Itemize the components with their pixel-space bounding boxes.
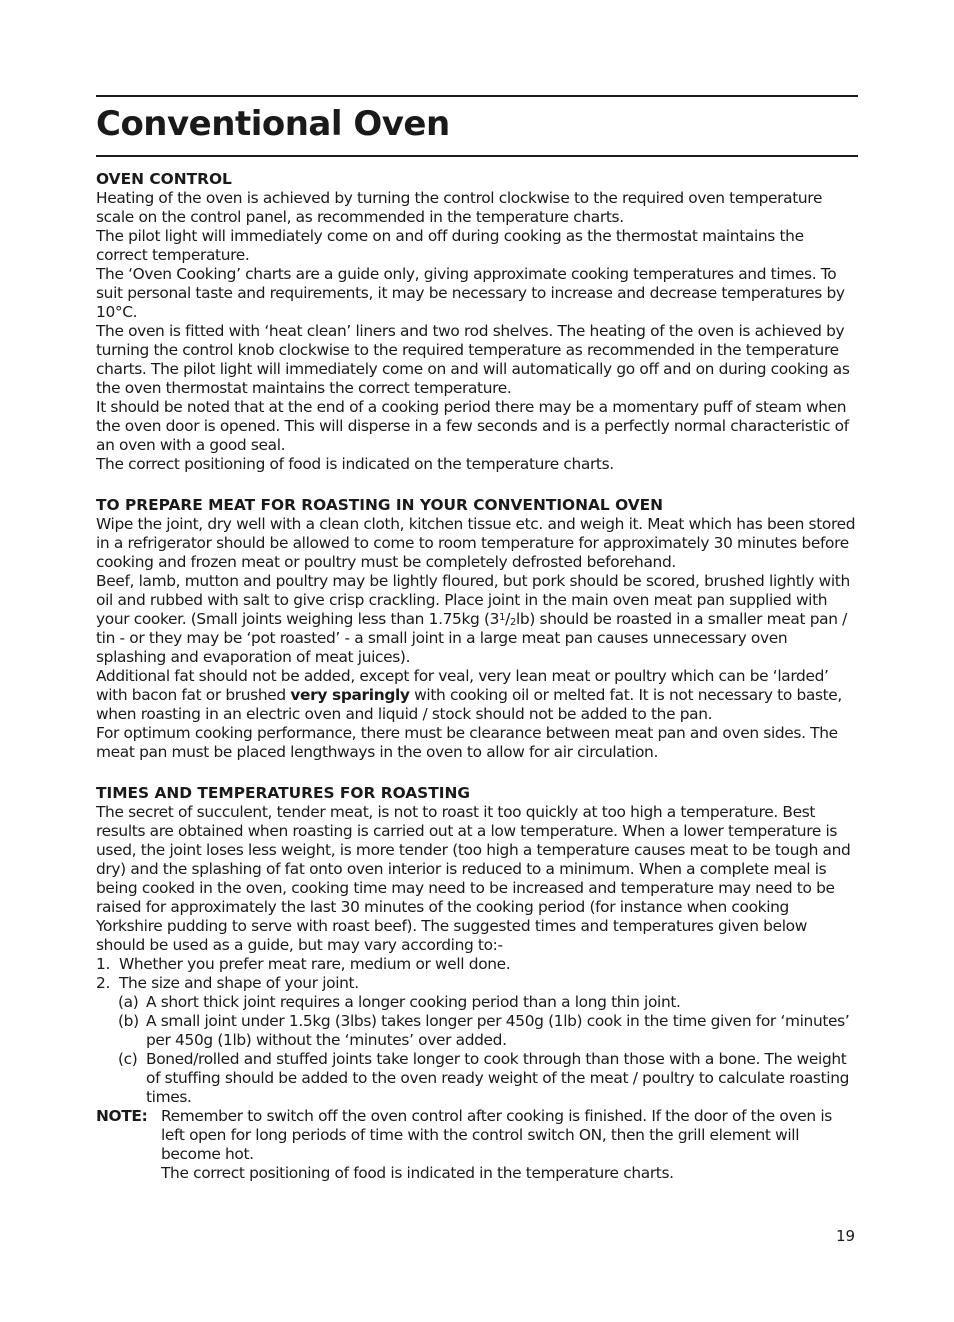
- oven-control-heading: OVEN CONTROL: [96, 170, 232, 188]
- oven-control-paragraph: Heating of the oven is achieved by turning the control clockwise to the required oven temperature scale on the control panel, as recommended in the temperature charts.: [96, 189, 823, 226]
- fraction-numerator: 1: [499, 612, 506, 623]
- emphasis-text: very sparingly: [290, 686, 410, 704]
- sub-list-label: (a): [118, 993, 139, 1011]
- times-temperatures-paragraph: The secret of succulent, tender meat, is not to roast it too quickly at too high a temperature. Best results are obtained when roasting is carried out at a low temperature. When a lower temperature is used, the joint loses less weight, is more tender (too high a temperature causes meat to be tough and dry) and the splashing of fat onto oven interior is reduced to a minimum. When a complete meal is being cooked in the oven, cooking time may need to be increased and temperature may need to be raised for approximately the last 30 minutes of the cooking period (for instance when cooking Yorkshire pudding to serve with roast beef). The suggested times and temperatures given below should be used as a guide, but may vary according to:-: [96, 803, 851, 954]
- fraction-denominator: 2: [509, 617, 516, 628]
- oven-control-paragraph: The oven is fitted with ‘heat clean’ liners and two rod shelves. The heating of the oven is achieved by turning the control knob clockwise to the required temperature as recommended in the temperature charts. The pilot light will immediately come on and will automatically go off and on during cooking as the oven thermostat maintains the correct temperature.: [96, 322, 850, 397]
- title-top-rule: [96, 95, 858, 97]
- paragraph-text: with cooking oil or melted fat. It is not necessary to baste, when roasting in an electric oven and liquid / stock should not be added to the pan.: [96, 686, 842, 723]
- list-item: [96, 955, 858, 974]
- title-bottom-rule: [96, 155, 858, 157]
- paragraph-text: Additional fat should not be added, except for veal, very lean meat or poultry which can be ‘larded’ with bacon fat or brushed: [96, 667, 829, 704]
- prepare-meat-paragraph: Wipe the joint, dry well with a clean cloth, kitchen tissue etc. and weigh it. Meat which has been stored in a refrigerator should be allowed to come to room temperature for approximately 30 minutes before cooking and frozen meat or poultry must be completely defrosted beforehand.: [96, 515, 856, 571]
- numbered-list: [96, 955, 858, 1107]
- sub-list-text: A short thick joint requires a longer cooking period than a long thin joint.: [146, 993, 681, 1011]
- list-item: [96, 974, 858, 993]
- sub-list-text: A small joint under 1.5kg (3lbs) takes longer per 450g (1lb) cook in the time given for ‘minutes’ per 450g (1lb) without the ‘minutes’ over added.: [146, 1012, 850, 1049]
- oven-control-paragraph: It should be noted that at the end of a cooking period there may be a momentary puff of steam when the oven door is opened. This will disperse in a few seconds and is a perfectly normal characteristic of an oven with a good seal.: [96, 398, 849, 454]
- list-item-text: Whether you prefer meat rare, medium or well done.: [119, 955, 511, 973]
- paragraph-text: lb) should be roasted in a smaller meat pan / tin - or they may be ‘pot roasted’ - a small joint in a large meat pan causes unnecessary oven splashing and evaporation of meat juices).: [96, 610, 848, 666]
- prepare-meat-paragraph: [96, 667, 858, 724]
- prepare-meat-paragraph: For optimum cooking performance, there must be clearance between meat pan and oven sides. The meat pan must be placed lengthways in the oven to allow for air circulation.: [96, 724, 838, 761]
- sub-list-item: [118, 1050, 858, 1107]
- page-number: 19: [836, 1227, 856, 1245]
- page-title: Conventional Oven: [96, 104, 450, 144]
- sub-list-item: [118, 1012, 858, 1050]
- note-paragraph: The correct positioning of food is indicated in the temperature charts.: [161, 1164, 674, 1182]
- times-temperatures-heading: TIMES AND TEMPERATURES FOR ROASTING: [96, 784, 470, 802]
- oven-control-section: [96, 170, 858, 474]
- sub-list-item: [118, 993, 858, 1012]
- times-temperatures-section: [96, 784, 858, 1183]
- sub-list-label: (b): [118, 1012, 139, 1030]
- note-paragraph: Remember to switch off the oven control after cooking is finished. If the door of the oven is left open for long periods of time with the control switch ON, then the grill element will become hot.: [161, 1107, 832, 1163]
- list-item-number: 1.: [96, 955, 110, 973]
- paragraph-text: Beef, lamb, mutton and poultry may be lightly floured, but pork should be scored, brushed lightly with oil and rubbed with salt to give crisp crackling. Place joint in the main oven meat pan supplied with your cooker. (Small joints weighing less than 1.75kg (3: [96, 572, 850, 628]
- page-content: [96, 170, 858, 1205]
- oven-control-paragraph: The correct positioning of food is indicated on the temperature charts.: [96, 455, 614, 473]
- prepare-meat-heading: TO PREPARE MEAT FOR ROASTING IN YOUR CONVENTIONAL OVEN: [96, 496, 664, 514]
- list-item-number: 2.: [96, 974, 110, 992]
- list-item-text: The size and shape of your joint.: [119, 974, 359, 992]
- note-label: NOTE:: [96, 1107, 148, 1125]
- sub-list-label: (c): [118, 1050, 138, 1068]
- prepare-meat-paragraph: Beef, lamb, mutton and poultry may be lightly floured, but pork should be scored, brushed lightly with oil and rubbed with salt to give crisp crackling. Place joint in the main oven meat pan supplied with your cooker. (Small joints weighing less than 1.75kg $(3^1/_2lb)$ should be roasted in a smaller meat pan / tin - or they may be ‘pot roasted’ - a small joint in a large meat pan causes unnecessary oven splashing and evaporation of meat juices).: [96, 572, 850, 666]
- sub-list-text: Boned/rolled and stuffed joints take longer to cook through than those with a bone. The weight of stuffing should be added to the oven ready weight of the meat / poultry to calculate roasting times.: [146, 1050, 850, 1106]
- prepare-meat-section: [96, 496, 858, 762]
- note-body: [161, 1107, 858, 1183]
- oven-control-paragraph: The ‘Oven Cooking’ charts are a guide only, giving approximate cooking temperatures and times. To suit personal taste and requirements, it may be necessary to increase and decrease temperatures by 10°C.: [96, 265, 845, 321]
- oven-control-paragraph: The pilot light will immediately come on and off during cooking as the thermostat maintains the correct temperature.: [96, 227, 804, 264]
- note-block: [96, 1107, 858, 1183]
